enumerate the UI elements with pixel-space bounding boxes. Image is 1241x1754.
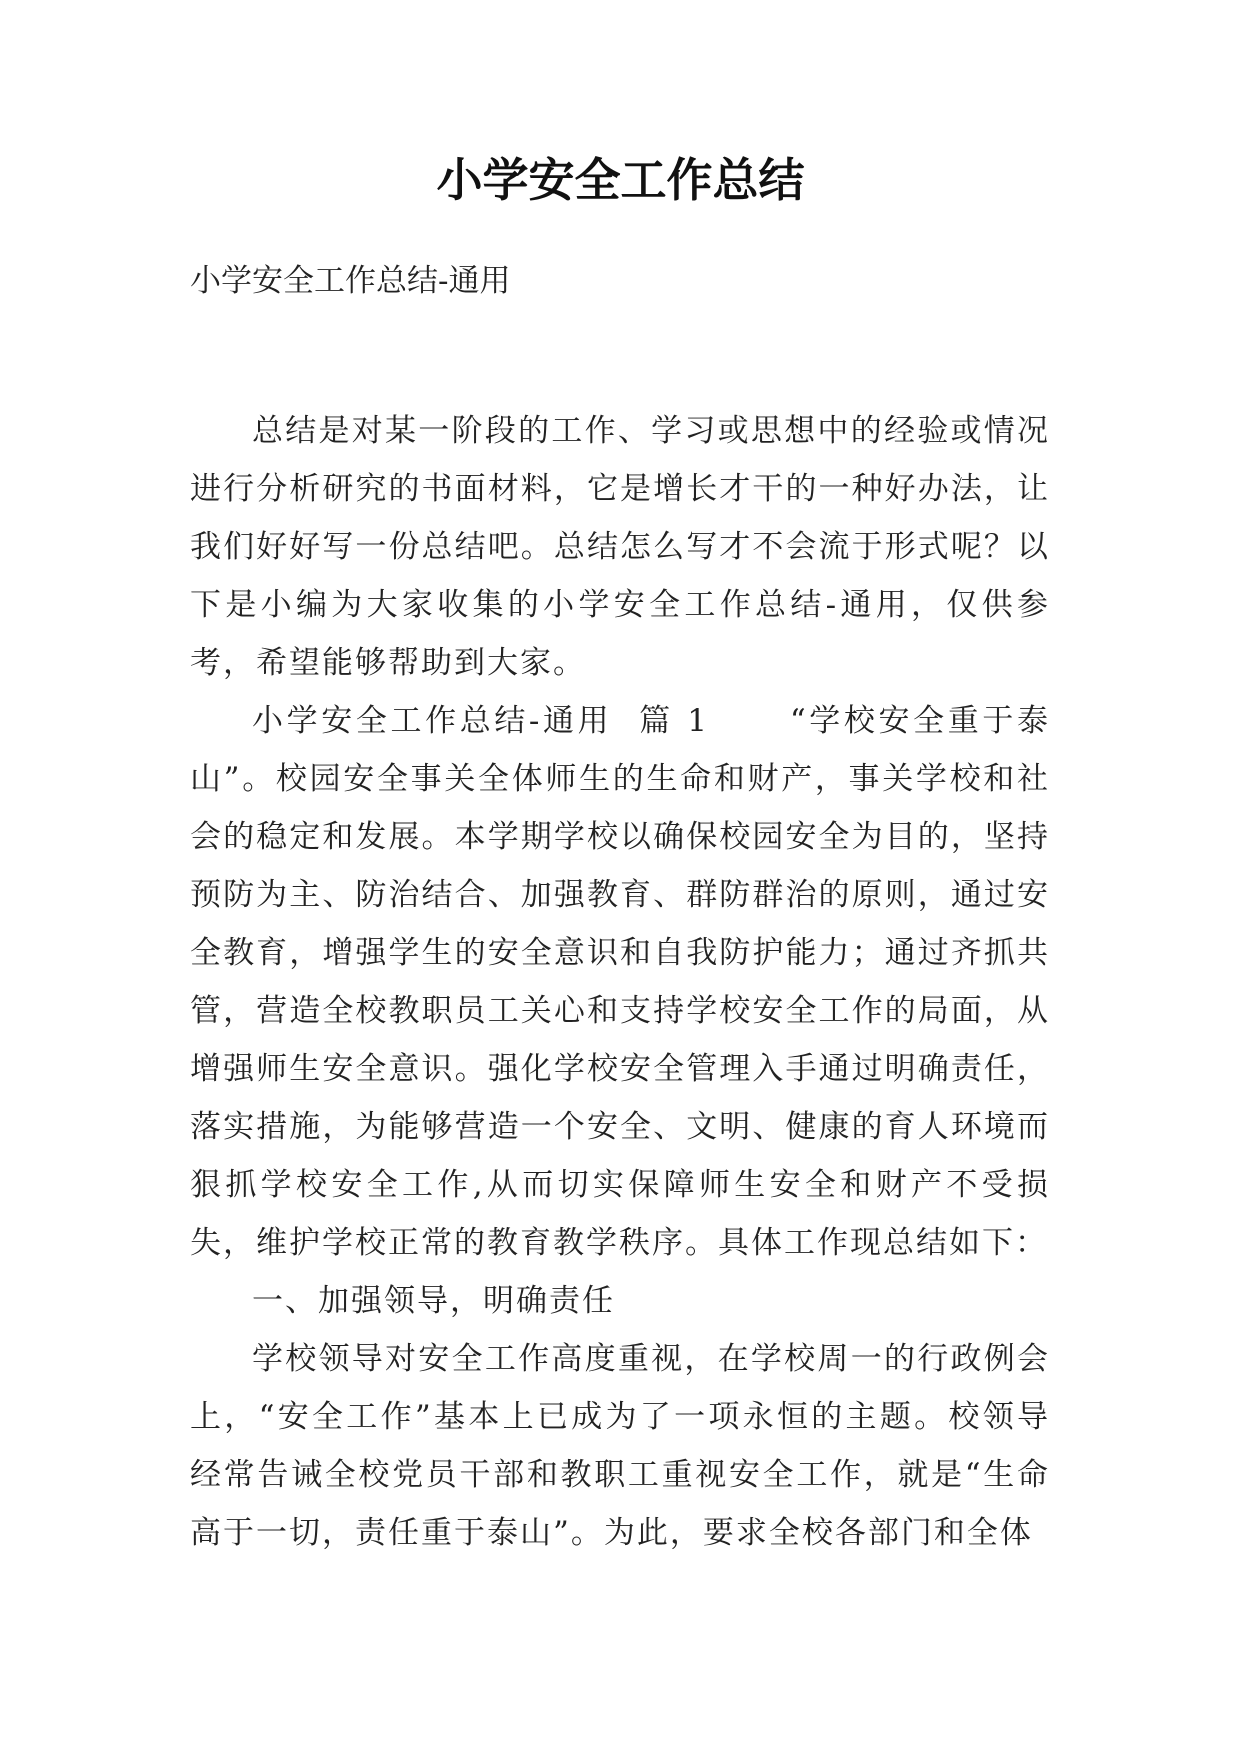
paragraph-heading-1: 一、加强领导，明确责任 <box>252 1283 615 1319</box>
document-title: 小学安全工作总结 <box>436 153 805 207</box>
paragraph-leadership: 学校领导对安全工作高度重视，在学校周一的行政例会上，“安全工作”基本上已成为了一项永恒的主题。校领导经常告诫全校党员干部和教职工重视安全工作，就是“生命高于一切，责任重于泰山”。为此，要求全校各部门和全体 <box>190 1341 1050 1551</box>
paragraph-intro: 总结是对某一阶段的工作、学习或思想中的经验或情况进行分析研究的书面材料，它是增长才干的一种好办法，让我们好好写一份总结吧。总结怎么写才不会流于形式呢？以下是小编为大家收集的小学安全工作总结-通用，仅供参考，希望能够帮助到大家。 <box>190 413 1050 681</box>
paragraph-section-1: 小学安全工作总结-通用 篇 1 “学校安全重于泰山”。校园安全事关全体师生的生命和财产，事关学校和社会的稳定和发展。本学期学校以确保校园安全为目的，坚持预防为主、防治结合、加强教育、群防群治的原则，通过安全教育，增强学生的安全意识和自我防护能力；通过齐抓共管，营造全校教职员工关心和支持学校安全工作的局面，从增强师生安全意识。强化学校安全管理入手通过明确责任，落实措施，为能够营造一个安全、文明、健康的育人环境而狠抓学校安全工作,从而切实保障师生安全和财产不受损失，维护学校正常的教育教学秩序。具体工作现总结如下： <box>190 703 1050 1261</box>
document-body <box>190 402 1050 1562</box>
document-subtitle: 小学安全工作总结-通用 <box>190 263 511 299</box>
